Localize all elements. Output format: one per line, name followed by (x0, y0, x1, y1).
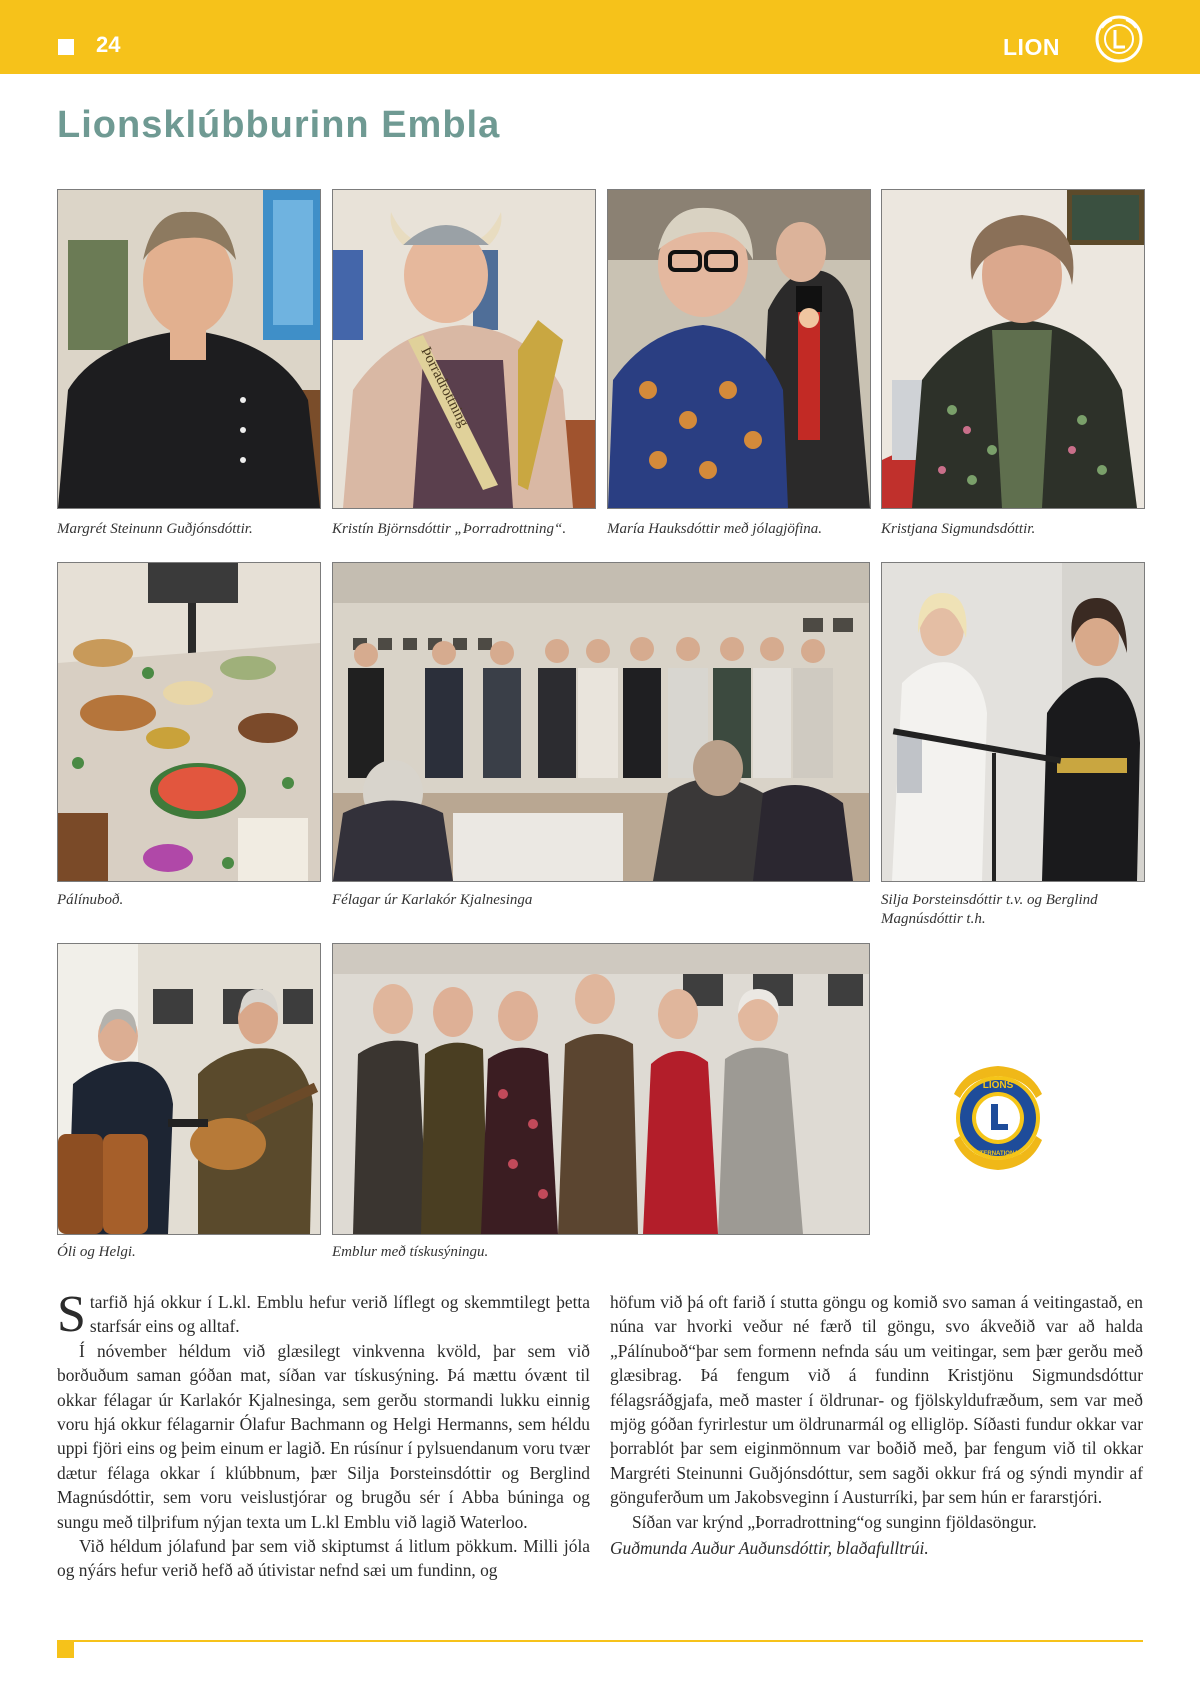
article-p3: Við héldum jólafund þar sem við skiptumst á litlum pökkum. Milli jóla og nýárs hefur verið hefð að útivistar nefnd sæi um fundinn, og (57, 1536, 590, 1581)
photo-maria (607, 189, 871, 509)
caption-9: Emblur með tískusýningu. (332, 1244, 489, 1260)
caption-8: Óli og Helgi. (57, 1244, 136, 1260)
article-column-right (610, 1290, 1143, 1560)
header-bar (0, 0, 1200, 74)
article-column-left (57, 1286, 590, 1583)
sash-text: Þorradrottning (417, 344, 472, 430)
article-signature: Guðmunda Auður Auðunsdóttir, blaðafulltrúi. (610, 1538, 929, 1559)
lions-international-logo-icon (948, 1064, 1048, 1172)
photo-karlakor (332, 562, 870, 882)
svg-text:INTERNATIONAL: INTERNATIONAL (973, 1151, 1023, 1157)
caption-4: Kristjana Sigmundsdóttir. (881, 521, 1036, 537)
photo-kristin (332, 189, 596, 509)
caption-3: María Hauksdóttir með jólagjöfina. (607, 521, 822, 537)
article-paragraph (57, 1286, 590, 1343)
photo-margret (57, 189, 321, 509)
drop-cap: S (57, 1286, 86, 1343)
article-p2: Í nóvember héldum við glæsilegt vinkvenna kvöld, þar sem við borðuðum saman góðan mat, síðan var tískusýning. Þá mættu óvænt til okkar félagar úr Karlakór Kjalnesinga, sem gerðu stormandi lukku einnig voru hjá okkur félagarnir Ólafur Bachmann og Helgi Hermanns, sem héldu uppi fjöri eins og þeim einum er lagið. En rúsínur í pylsuendanum voru tvær dætur félaga okkar í klúbbnum, þær Silja Þorsteinsdóttir og Berglind Magnúsdóttir, sem voru veislustjórar og brugðu sér í Abba búninga og sungu með tilþrifum nýjan texta um L.kl Emblu við lagið Waterloo. (57, 1340, 590, 1532)
caption-2: Kristín Björnsdóttir „Þorradrottning“. (332, 521, 567, 537)
page-number: 24 (96, 32, 121, 57)
page-marker-square (58, 39, 74, 55)
footer-rule (57, 1640, 1143, 1642)
caption-7: Silja Þorsteinsdóttir t.v. og Berglind Magnúsdóttir t.h. (881, 892, 1098, 927)
caption-5: Pálínuboð. (57, 892, 124, 908)
caption-1: Margrét Steinunn Guðjónsdóttir. (57, 521, 253, 537)
lions-logo-small-icon (1094, 14, 1144, 64)
photo-silja-berglind (881, 562, 1145, 882)
caption-6: Félagar úr Karlakór Kjalnesinga (332, 892, 533, 908)
photo-palinubod (57, 562, 321, 882)
article-p1: tarfið hjá okkur í L.kl. Emblu hefur verið líflegt og skemmtilegt þetta starfsár eins og alltaf. (89, 1292, 590, 1337)
photo-kristjana (881, 189, 1145, 509)
article-p4: höfum við þá oft farið í stutta göngu og komið svo saman á veitingastað, en núna var hvorki veður né færð til göngu, svo ákveðið var að halda „Pálínuboð“þar sem formenn nefnda sáu um veitingar, sem þær gerðu með glæsibrag. Þá fengum við á fundinn Kristjönu Sigmundsdóttur félagsráðgjafa, með master í öldrunar- og fjölskyldufræðum, sem var með mjög góðan fyrirlestur um öldrunarmál og elliglöp. Síðasti fundur okkar var þorrablót þar sem eiginmönnum var boðið með, þar fengum við til okkar Margréti Steinunni Guðjónsdóttur, sem sagði okkur frá og sýndi myndir af gönguferðum um Jakobsveginn í Austurríki, þar sem hún er fararstjóri. (610, 1292, 1143, 1508)
photo-oli-helgi (57, 943, 321, 1235)
svg-text:LIONS: LIONS (982, 1080, 1014, 1091)
photo-emblur (332, 943, 870, 1235)
article-p5: Síðan var krýnd „Þorradrottning“og sunginn fjöldasöngur. (632, 1511, 1037, 1532)
magazine-name: LION (1003, 34, 1060, 60)
footer-square (57, 1641, 74, 1658)
page-title: Lionsklúbburinn Embla (57, 104, 501, 146)
